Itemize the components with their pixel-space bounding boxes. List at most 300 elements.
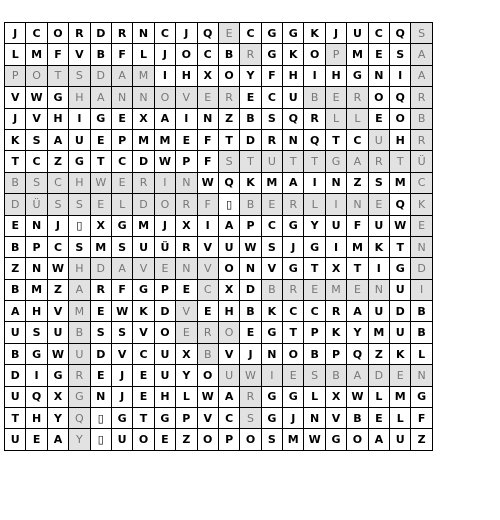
letter-cell[interactable]: N: [133, 23, 154, 44]
letter-cell[interactable]: C: [283, 301, 304, 322]
letter-cell[interactable]: Y: [347, 322, 368, 343]
letter-cell[interactable]: S: [261, 236, 282, 257]
letter-cell[interactable]: O: [218, 65, 239, 86]
letter-cell[interactable]: F: [411, 408, 432, 429]
letter-cell[interactable]: ▯: [69, 215, 90, 236]
letter-cell[interactable]: U: [154, 343, 175, 364]
letter-cell-highlighted[interactable]: R: [218, 87, 239, 108]
letter-cell-highlighted[interactable]: I: [325, 194, 346, 215]
letter-cell[interactable]: B: [304, 343, 325, 364]
letter-cell[interactable]: W: [347, 386, 368, 407]
letter-cell-highlighted[interactable]: R: [368, 151, 389, 172]
letter-cell[interactable]: D: [133, 151, 154, 172]
letter-cell[interactable]: S: [90, 322, 111, 343]
letter-cell[interactable]: B: [347, 408, 368, 429]
letter-cell[interactable]: C: [240, 23, 261, 44]
letter-cell[interactable]: G: [347, 65, 368, 86]
letter-cell-highlighted[interactable]: A: [347, 151, 368, 172]
letter-cell-highlighted[interactable]: D: [411, 258, 432, 279]
letter-cell-highlighted[interactable]: E: [197, 87, 218, 108]
letter-cell-highlighted[interactable]: U: [218, 365, 239, 386]
letter-cell[interactable]: A: [368, 429, 389, 450]
letter-cell-highlighted[interactable]: I: [154, 172, 175, 193]
letter-cell[interactable]: P: [176, 151, 197, 172]
letter-cell[interactable]: I: [304, 172, 325, 193]
letter-cell[interactable]: W: [26, 87, 47, 108]
letter-cell-highlighted[interactable]: D: [5, 194, 26, 215]
letter-cell-highlighted[interactable]: S: [411, 23, 432, 44]
letter-cell-highlighted[interactable]: B: [325, 365, 346, 386]
letter-cell[interactable]: G: [154, 408, 175, 429]
letter-cell[interactable]: B: [411, 322, 432, 343]
letter-cell-highlighted[interactable]: G: [69, 386, 90, 407]
letter-cell[interactable]: Z: [47, 279, 68, 300]
letter-cell[interactable]: Q: [197, 23, 218, 44]
letter-cell[interactable]: X: [325, 258, 346, 279]
letter-cell[interactable]: I: [390, 65, 411, 86]
letter-cell[interactable]: M: [154, 129, 175, 150]
letter-cell[interactable]: J: [154, 44, 175, 65]
letter-cell-highlighted[interactable]: T: [283, 151, 304, 172]
letter-cell[interactable]: O: [154, 322, 175, 343]
letter-cell[interactable]: X: [325, 386, 346, 407]
letter-cell[interactable]: Q: [304, 129, 325, 150]
letter-cell-highlighted[interactable]: E: [390, 365, 411, 386]
letter-cell[interactable]: P: [176, 408, 197, 429]
letter-cell-highlighted[interactable]: F: [197, 194, 218, 215]
letter-cell[interactable]: A: [5, 301, 26, 322]
letter-cell[interactable]: G: [261, 322, 282, 343]
letter-cell[interactable]: O: [240, 429, 261, 450]
letter-cell[interactable]: J: [5, 23, 26, 44]
letter-cell[interactable]: T: [283, 322, 304, 343]
letter-cell[interactable]: Q: [218, 172, 239, 193]
letter-cell-highlighted[interactable]: U: [261, 151, 282, 172]
letter-cell[interactable]: W: [111, 301, 132, 322]
letter-cell-highlighted[interactable]: H: [69, 172, 90, 193]
letter-cell[interactable]: G: [261, 386, 282, 407]
letter-cell[interactable]: B: [5, 343, 26, 364]
letter-cell-highlighted[interactable]: E: [368, 194, 389, 215]
letter-cell[interactable]: ▯: [90, 429, 111, 450]
letter-cell-highlighted[interactable]: O: [26, 65, 47, 86]
letter-cell[interactable]: P: [154, 279, 175, 300]
letter-cell[interactable]: G: [26, 343, 47, 364]
letter-cell[interactable]: X: [176, 343, 197, 364]
letter-cell[interactable]: E: [90, 129, 111, 150]
letter-cell[interactable]: J: [111, 386, 132, 407]
letter-cell[interactable]: W: [47, 343, 68, 364]
letter-cell[interactable]: C: [26, 151, 47, 172]
letter-cell[interactable]: X: [197, 65, 218, 86]
letter-cell[interactable]: E: [26, 429, 47, 450]
letter-cell[interactable]: A: [218, 215, 239, 236]
letter-cell[interactable]: C: [261, 215, 282, 236]
letter-cell-highlighted[interactable]: B: [411, 108, 432, 129]
letter-cell[interactable]: C: [261, 87, 282, 108]
letter-cell[interactable]: A: [218, 386, 239, 407]
letter-cell[interactable]: D: [90, 23, 111, 44]
letter-cell[interactable]: F: [197, 129, 218, 150]
letter-cell-highlighted[interactable]: A: [411, 44, 432, 65]
letter-cell[interactable]: P: [111, 129, 132, 150]
letter-cell[interactable]: R: [69, 23, 90, 44]
letter-cell-highlighted[interactable]: T: [240, 151, 261, 172]
letter-cell[interactable]: I: [176, 108, 197, 129]
letter-cell[interactable]: C: [304, 301, 325, 322]
letter-cell[interactable]: Z: [5, 258, 26, 279]
letter-cell-highlighted[interactable]: C: [47, 172, 68, 193]
letter-cell-highlighted[interactable]: O: [154, 87, 175, 108]
letter-cell[interactable]: R: [176, 236, 197, 257]
letter-cell[interactable]: K: [304, 23, 325, 44]
letter-cell[interactable]: Q: [347, 343, 368, 364]
letter-cell[interactable]: K: [325, 322, 346, 343]
letter-cell-highlighted[interactable]: V: [176, 301, 197, 322]
letter-cell-highlighted[interactable]: A: [411, 65, 432, 86]
letter-cell[interactable]: N: [240, 258, 261, 279]
letter-cell[interactable]: Y: [176, 365, 197, 386]
letter-cell[interactable]: K: [261, 301, 282, 322]
letter-cell[interactable]: E: [240, 322, 261, 343]
letter-cell-highlighted[interactable]: R: [133, 172, 154, 193]
letter-cell[interactable]: V: [47, 301, 68, 322]
letter-cell[interactable]: V: [325, 408, 346, 429]
letter-cell[interactable]: Q: [390, 194, 411, 215]
letter-cell[interactable]: K: [5, 129, 26, 150]
letter-cell[interactable]: D: [390, 301, 411, 322]
letter-cell-highlighted[interactable]: A: [90, 87, 111, 108]
letter-cell[interactable]: P: [325, 343, 346, 364]
letter-cell[interactable]: Ü: [154, 236, 175, 257]
letter-cell[interactable]: M: [283, 429, 304, 450]
letter-cell[interactable]: B: [240, 108, 261, 129]
letter-cell[interactable]: P: [304, 322, 325, 343]
letter-cell-highlighted[interactable]: U: [368, 129, 389, 150]
letter-cell-highlighted[interactable]: Y: [69, 429, 90, 450]
letter-cell[interactable]: G: [261, 44, 282, 65]
letter-cell-highlighted[interactable]: N: [176, 258, 197, 279]
letter-cell[interactable]: S: [26, 322, 47, 343]
letter-cell[interactable]: W: [197, 172, 218, 193]
letter-cell-highlighted[interactable]: N: [133, 87, 154, 108]
letter-cell-highlighted[interactable]: W: [90, 172, 111, 193]
letter-cell[interactable]: I: [368, 258, 389, 279]
letter-cell[interactable]: C: [47, 236, 68, 257]
letter-cell[interactable]: B: [218, 44, 239, 65]
letter-cell-highlighted[interactable]: L: [325, 108, 346, 129]
letter-cell[interactable]: A: [154, 108, 175, 129]
letter-cell[interactable]: L: [5, 44, 26, 65]
letter-cell[interactable]: U: [368, 301, 389, 322]
letter-cell[interactable]: P: [26, 236, 47, 257]
letter-cell[interactable]: H: [176, 65, 197, 86]
letter-cell[interactable]: C: [347, 129, 368, 150]
letter-cell[interactable]: I: [69, 108, 90, 129]
letter-cell[interactable]: Q: [283, 108, 304, 129]
letter-cell[interactable]: U: [390, 279, 411, 300]
letter-cell[interactable]: M: [261, 172, 282, 193]
letter-cell[interactable]: K: [240, 172, 261, 193]
letter-cell[interactable]: K: [133, 301, 154, 322]
letter-cell-highlighted[interactable]: D: [90, 258, 111, 279]
letter-cell[interactable]: I: [26, 365, 47, 386]
letter-cell[interactable]: G: [283, 258, 304, 279]
letter-cell[interactable]: J: [283, 408, 304, 429]
letter-cell[interactable]: K: [283, 44, 304, 65]
letter-cell[interactable]: L: [368, 386, 389, 407]
letter-cell[interactable]: W: [240, 236, 261, 257]
letter-cell-highlighted[interactable]: D: [90, 65, 111, 86]
letter-cell-highlighted[interactable]: S: [69, 65, 90, 86]
letter-cell[interactable]: C: [368, 23, 389, 44]
letter-cell[interactable]: X: [47, 386, 68, 407]
letter-cell[interactable]: T: [325, 129, 346, 150]
letter-cell[interactable]: Q: [390, 87, 411, 108]
letter-cell-highlighted[interactable]: C: [411, 172, 432, 193]
letter-cell[interactable]: Z: [368, 343, 389, 364]
letter-cell[interactable]: E: [176, 279, 197, 300]
letter-cell[interactable]: R: [90, 279, 111, 300]
letter-cell-highlighted[interactable]: L: [111, 194, 132, 215]
letter-cell[interactable]: Q: [390, 23, 411, 44]
letter-cell-highlighted[interactable]: S: [26, 172, 47, 193]
letter-cell[interactable]: M: [90, 236, 111, 257]
letter-cell-highlighted[interactable]: E: [218, 23, 239, 44]
letter-cell-highlighted[interactable]: H: [69, 87, 90, 108]
letter-cell[interactable]: P: [218, 429, 239, 450]
letter-cell[interactable]: M: [390, 386, 411, 407]
letter-cell[interactable]: Z: [47, 151, 68, 172]
letter-cell-highlighted[interactable]: E: [283, 365, 304, 386]
letter-cell[interactable]: O: [218, 258, 239, 279]
letter-cell[interactable]: Y: [240, 65, 261, 86]
letter-cell-highlighted[interactable]: Ü: [26, 194, 47, 215]
letter-cell-highlighted[interactable]: E: [176, 322, 197, 343]
letter-cell-highlighted[interactable]: Q: [69, 408, 90, 429]
letter-cell[interactable]: H: [26, 408, 47, 429]
letter-cell[interactable]: D: [90, 343, 111, 364]
letter-cell[interactable]: ▯: [90, 408, 111, 429]
letter-cell[interactable]: O: [197, 429, 218, 450]
letter-cell[interactable]: J: [240, 343, 261, 364]
letter-cell[interactable]: X: [176, 215, 197, 236]
letter-cell[interactable]: F: [111, 44, 132, 65]
letter-cell[interactable]: N: [90, 386, 111, 407]
letter-cell-highlighted[interactable]: E: [111, 172, 132, 193]
letter-cell[interactable]: H: [218, 301, 239, 322]
letter-cell[interactable]: A: [347, 301, 368, 322]
letter-cell[interactable]: O: [368, 87, 389, 108]
letter-cell[interactable]: C: [133, 343, 154, 364]
letter-cell[interactable]: W: [47, 258, 68, 279]
letter-cell-highlighted[interactable]: A: [111, 65, 132, 86]
letter-cell-highlighted[interactable]: R: [197, 322, 218, 343]
letter-cell-highlighted[interactable]: T: [390, 151, 411, 172]
letter-cell[interactable]: H: [283, 65, 304, 86]
letter-cell[interactable]: E: [90, 301, 111, 322]
letter-cell[interactable]: R: [111, 23, 132, 44]
letter-cell[interactable]: U: [325, 215, 346, 236]
letter-cell[interactable]: Q: [26, 386, 47, 407]
letter-cell-highlighted[interactable]: O: [218, 322, 239, 343]
letter-cell[interactable]: F: [347, 215, 368, 236]
letter-cell[interactable]: R: [325, 301, 346, 322]
letter-cell[interactable]: O: [47, 23, 68, 44]
letter-cell[interactable]: K: [368, 236, 389, 257]
letter-cell[interactable]: U: [390, 322, 411, 343]
letter-cell-highlighted[interactable]: E: [261, 194, 282, 215]
letter-cell-highlighted[interactable]: E: [304, 279, 325, 300]
letter-cell[interactable]: X: [133, 108, 154, 129]
letter-cell-highlighted[interactable]: M: [69, 301, 90, 322]
letter-cell[interactable]: D: [154, 301, 175, 322]
letter-cell-highlighted[interactable]: B: [5, 172, 26, 193]
letter-cell[interactable]: C: [111, 151, 132, 172]
letter-cell[interactable]: G: [69, 151, 90, 172]
letter-cell[interactable]: S: [368, 172, 389, 193]
letter-cell-highlighted[interactable]: U: [69, 343, 90, 364]
letter-cell-highlighted[interactable]: N: [411, 365, 432, 386]
letter-cell-highlighted[interactable]: E: [325, 87, 346, 108]
letter-cell[interactable]: T: [5, 151, 26, 172]
letter-cell[interactable]: U: [368, 215, 389, 236]
letter-cell[interactable]: T: [218, 129, 239, 150]
letter-cell[interactable]: M: [133, 129, 154, 150]
letter-cell[interactable]: M: [390, 172, 411, 193]
letter-cell[interactable]: M: [26, 279, 47, 300]
letter-cell[interactable]: T: [90, 151, 111, 172]
letter-cell[interactable]: N: [26, 215, 47, 236]
letter-cell[interactable]: R: [304, 108, 325, 129]
letter-cell[interactable]: B: [5, 279, 26, 300]
letter-cell[interactable]: G: [325, 429, 346, 450]
letter-cell-highlighted[interactable]: L: [304, 194, 325, 215]
letter-cell[interactable]: G: [261, 408, 282, 429]
letter-cell[interactable]: G: [133, 279, 154, 300]
letter-cell-highlighted[interactable]: N: [111, 87, 132, 108]
letter-cell[interactable]: H: [154, 386, 175, 407]
letter-cell-highlighted[interactable]: R: [347, 87, 368, 108]
letter-cell[interactable]: M: [26, 44, 47, 65]
letter-cell-highlighted[interactable]: B: [261, 279, 282, 300]
letter-cell-highlighted[interactable]: V: [176, 87, 197, 108]
letter-cell[interactable]: S: [261, 108, 282, 129]
letter-cell[interactable]: F: [197, 151, 218, 172]
letter-cell-highlighted[interactable]: I: [411, 279, 432, 300]
letter-cell[interactable]: J: [283, 236, 304, 257]
letter-cell[interactable]: S: [69, 236, 90, 257]
letter-cell-highlighted[interactable]: P: [5, 65, 26, 86]
letter-cell-highlighted[interactable]: R: [240, 44, 261, 65]
letter-cell-highlighted[interactable]: R: [283, 194, 304, 215]
letter-cell-highlighted[interactable]: R: [283, 279, 304, 300]
letter-cell[interactable]: E: [154, 429, 175, 450]
letter-cell-highlighted[interactable]: S: [218, 151, 239, 172]
letter-cell[interactable]: D: [5, 365, 26, 386]
letter-cell[interactable]: Z: [347, 172, 368, 193]
letter-cell[interactable]: B: [411, 301, 432, 322]
letter-cell[interactable]: V: [111, 343, 132, 364]
letter-cell[interactable]: E: [368, 408, 389, 429]
letter-cell[interactable]: G: [304, 236, 325, 257]
letter-cell[interactable]: J: [176, 23, 197, 44]
letter-cell[interactable]: M: [133, 215, 154, 236]
letter-cell-highlighted[interactable]: I: [261, 365, 282, 386]
letter-cell[interactable]: M: [368, 322, 389, 343]
letter-cell-highlighted[interactable]: E: [154, 258, 175, 279]
letter-cell[interactable]: V: [218, 343, 239, 364]
letter-cell[interactable]: J: [5, 108, 26, 129]
letter-cell-highlighted[interactable]: N: [411, 236, 432, 257]
letter-cell[interactable]: I: [154, 65, 175, 86]
letter-cell[interactable]: X: [90, 215, 111, 236]
letter-cell-highlighted[interactable]: G: [325, 151, 346, 172]
letter-cell-highlighted[interactable]: B: [69, 322, 90, 343]
letter-cell-highlighted[interactable]: D: [133, 194, 154, 215]
letter-cell-highlighted[interactable]: S: [47, 194, 68, 215]
letter-cell[interactable]: ▯: [218, 194, 239, 215]
letter-cell[interactable]: N: [368, 65, 389, 86]
letter-cell[interactable]: W: [304, 429, 325, 450]
letter-cell[interactable]: U: [5, 322, 26, 343]
letter-cell[interactable]: M: [347, 44, 368, 65]
letter-cell-highlighted[interactable]: T: [304, 151, 325, 172]
letter-cell-highlighted[interactable]: R: [240, 386, 261, 407]
letter-cell[interactable]: A: [47, 129, 68, 150]
letter-cell[interactable]: J: [154, 215, 175, 236]
letter-cell[interactable]: V: [5, 87, 26, 108]
letter-cell[interactable]: T: [133, 408, 154, 429]
letter-cell[interactable]: F: [47, 44, 68, 65]
letter-cell[interactable]: O: [176, 44, 197, 65]
letter-cell[interactable]: O: [347, 429, 368, 450]
letter-cell[interactable]: V: [69, 44, 90, 65]
letter-cell[interactable]: U: [69, 129, 90, 150]
letter-cell[interactable]: B: [240, 301, 261, 322]
letter-cell[interactable]: U: [347, 23, 368, 44]
letter-cell[interactable]: H: [390, 129, 411, 150]
letter-cell[interactable]: E: [111, 108, 132, 129]
letter-cell[interactable]: V: [133, 322, 154, 343]
letter-cell[interactable]: J: [325, 23, 346, 44]
letter-cell[interactable]: V: [197, 408, 218, 429]
letter-cell-highlighted[interactable]: W: [240, 365, 261, 386]
letter-cell[interactable]: U: [154, 365, 175, 386]
letter-cell-highlighted[interactable]: B: [240, 194, 261, 215]
letter-cell[interactable]: P: [240, 215, 261, 236]
letter-cell[interactable]: T: [347, 258, 368, 279]
letter-cell[interactable]: W: [390, 215, 411, 236]
letter-cell-highlighted[interactable]: Ü: [411, 151, 432, 172]
letter-cell[interactable]: N: [261, 343, 282, 364]
letter-cell-highlighted[interactable]: S: [240, 408, 261, 429]
letter-cell[interactable]: F: [111, 279, 132, 300]
letter-cell[interactable]: L: [133, 44, 154, 65]
letter-cell[interactable]: S: [261, 429, 282, 450]
letter-cell-highlighted[interactable]: D: [368, 365, 389, 386]
letter-cell[interactable]: U: [218, 236, 239, 257]
letter-cell[interactable]: G: [261, 23, 282, 44]
letter-cell[interactable]: V: [26, 108, 47, 129]
letter-cell-highlighted[interactable]: R: [411, 87, 432, 108]
letter-cell[interactable]: B: [5, 236, 26, 257]
letter-cell[interactable]: K: [390, 343, 411, 364]
letter-cell-highlighted[interactable]: N: [368, 279, 389, 300]
letter-cell-highlighted[interactable]: E: [90, 194, 111, 215]
letter-cell[interactable]: U: [133, 236, 154, 257]
letter-cell-highlighted[interactable]: C: [197, 279, 218, 300]
